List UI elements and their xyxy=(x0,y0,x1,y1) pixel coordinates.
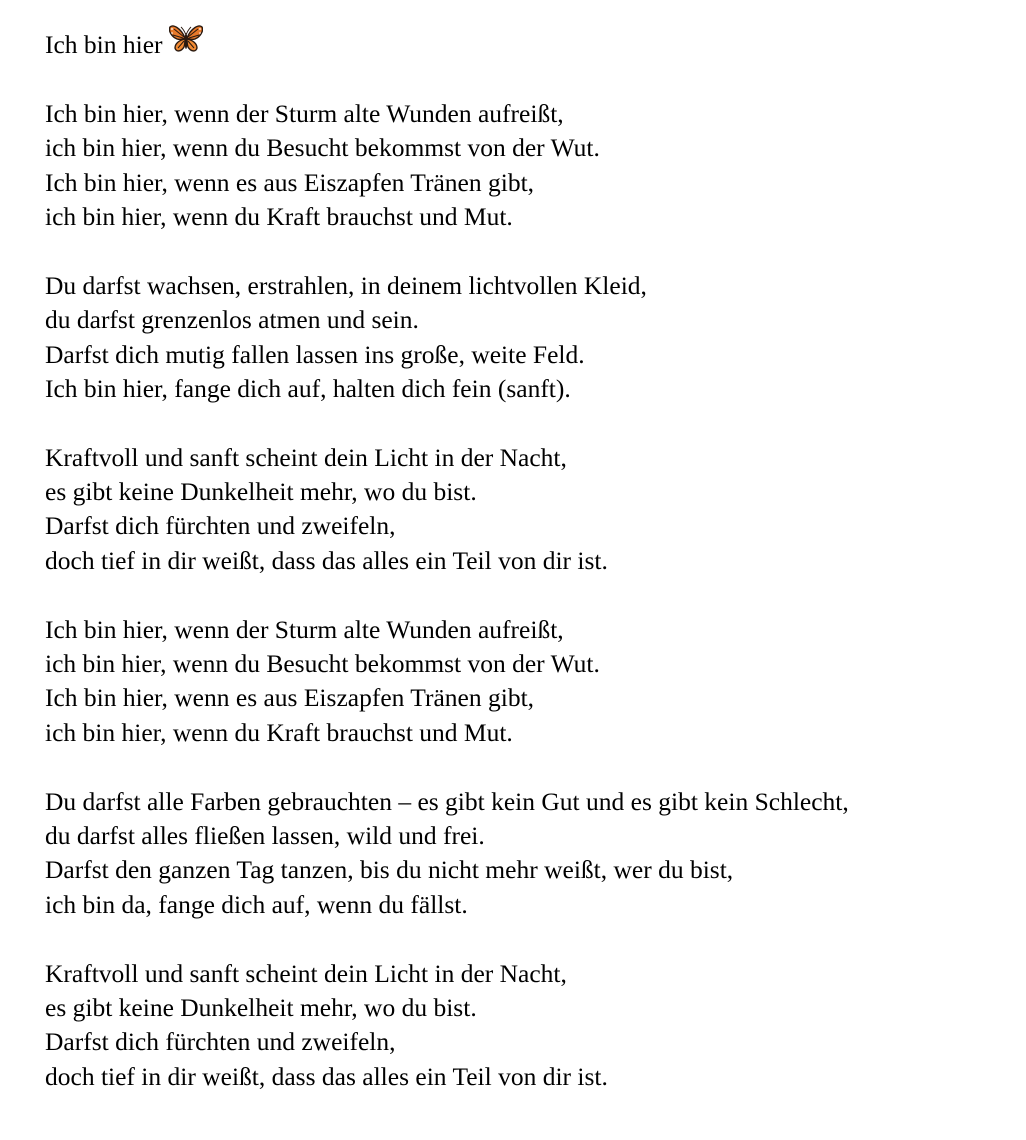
poem-line: Kraftvoll und sanft scheint dein Licht in der Nacht, xyxy=(45,958,567,988)
poem-title: Ich bin hier xyxy=(45,30,163,59)
stanza-6 xyxy=(45,957,1015,1095)
poem-line: Darfst dich fürchten und zweifeln, xyxy=(45,511,396,541)
poem-title-row xyxy=(45,28,1015,62)
poem-line: ich bin hier, wenn du Kraft brauchst und Mut. xyxy=(45,201,513,231)
poem-line: Ich bin hier, fange dich auf, halten dich fein (sanft). xyxy=(45,373,571,403)
poem-line: du darfst alles fließen lassen, wild und frei. xyxy=(45,820,485,850)
poem-line: doch tief in dir weißt, dass das alles ein Teil von dir ist. xyxy=(45,1061,608,1091)
poem-line: ich bin hier, wenn du Besucht bekommst von der Wut. xyxy=(45,133,600,163)
poem-line: es gibt keine Dunkelheit mehr, wo du bist. xyxy=(45,992,477,1022)
stanza-2 xyxy=(45,269,1015,407)
poem-line: es gibt keine Dunkelheit mehr, wo du bist. xyxy=(45,477,477,507)
poem-line: ich bin hier, wenn du Besucht bekommst von der Wut. xyxy=(45,649,600,679)
poem-line: Ich bin hier, wenn es aus Eiszapfen Tränen gibt, xyxy=(45,683,535,713)
butterfly-icon xyxy=(169,24,203,54)
stanza-3 xyxy=(45,441,1015,579)
poem-line: Darfst dich mutig fallen lassen ins große, weite Feld. xyxy=(45,339,585,369)
poem-line: ich bin hier, wenn du Kraft brauchst und Mut. xyxy=(45,717,513,747)
poem-line: Du darfst alle Farben gebrauchten – es gibt kein Gut und es gibt kein Schlecht, xyxy=(45,786,849,816)
poem-line: Kraftvoll und sanft scheint dein Licht in der Nacht, xyxy=(45,442,567,472)
stanza-4 xyxy=(45,613,1015,751)
poem-line: du darfst grenzenlos atmen und sein. xyxy=(45,305,419,335)
poem-line: Du darfst wachsen, erstrahlen, in deinem lichtvollen Kleid, xyxy=(45,270,647,300)
poem-line: doch tief in dir weißt, dass das alles ein Teil von dir ist. xyxy=(45,545,608,575)
poem-line: Darfst den ganzen Tag tanzen, bis du nicht mehr weißt, wer du bist, xyxy=(45,855,734,885)
poem-line: Ich bin hier, wenn der Sturm alte Wunden aufreißt, xyxy=(45,98,564,128)
poem-line: ich bin da, fange dich auf, wenn du fällst. xyxy=(45,889,468,919)
poem-line: Ich bin hier, wenn es aus Eiszapfen Tränen gibt, xyxy=(45,167,535,197)
stanza-5 xyxy=(45,785,1015,923)
stanza-1 xyxy=(45,97,1015,235)
poem-line: Ich bin hier, wenn der Sturm alte Wunden aufreißt, xyxy=(45,614,564,644)
poem-document xyxy=(45,28,1015,1129)
poem-line: Darfst dich fürchten und zweifeln, xyxy=(45,1027,396,1057)
